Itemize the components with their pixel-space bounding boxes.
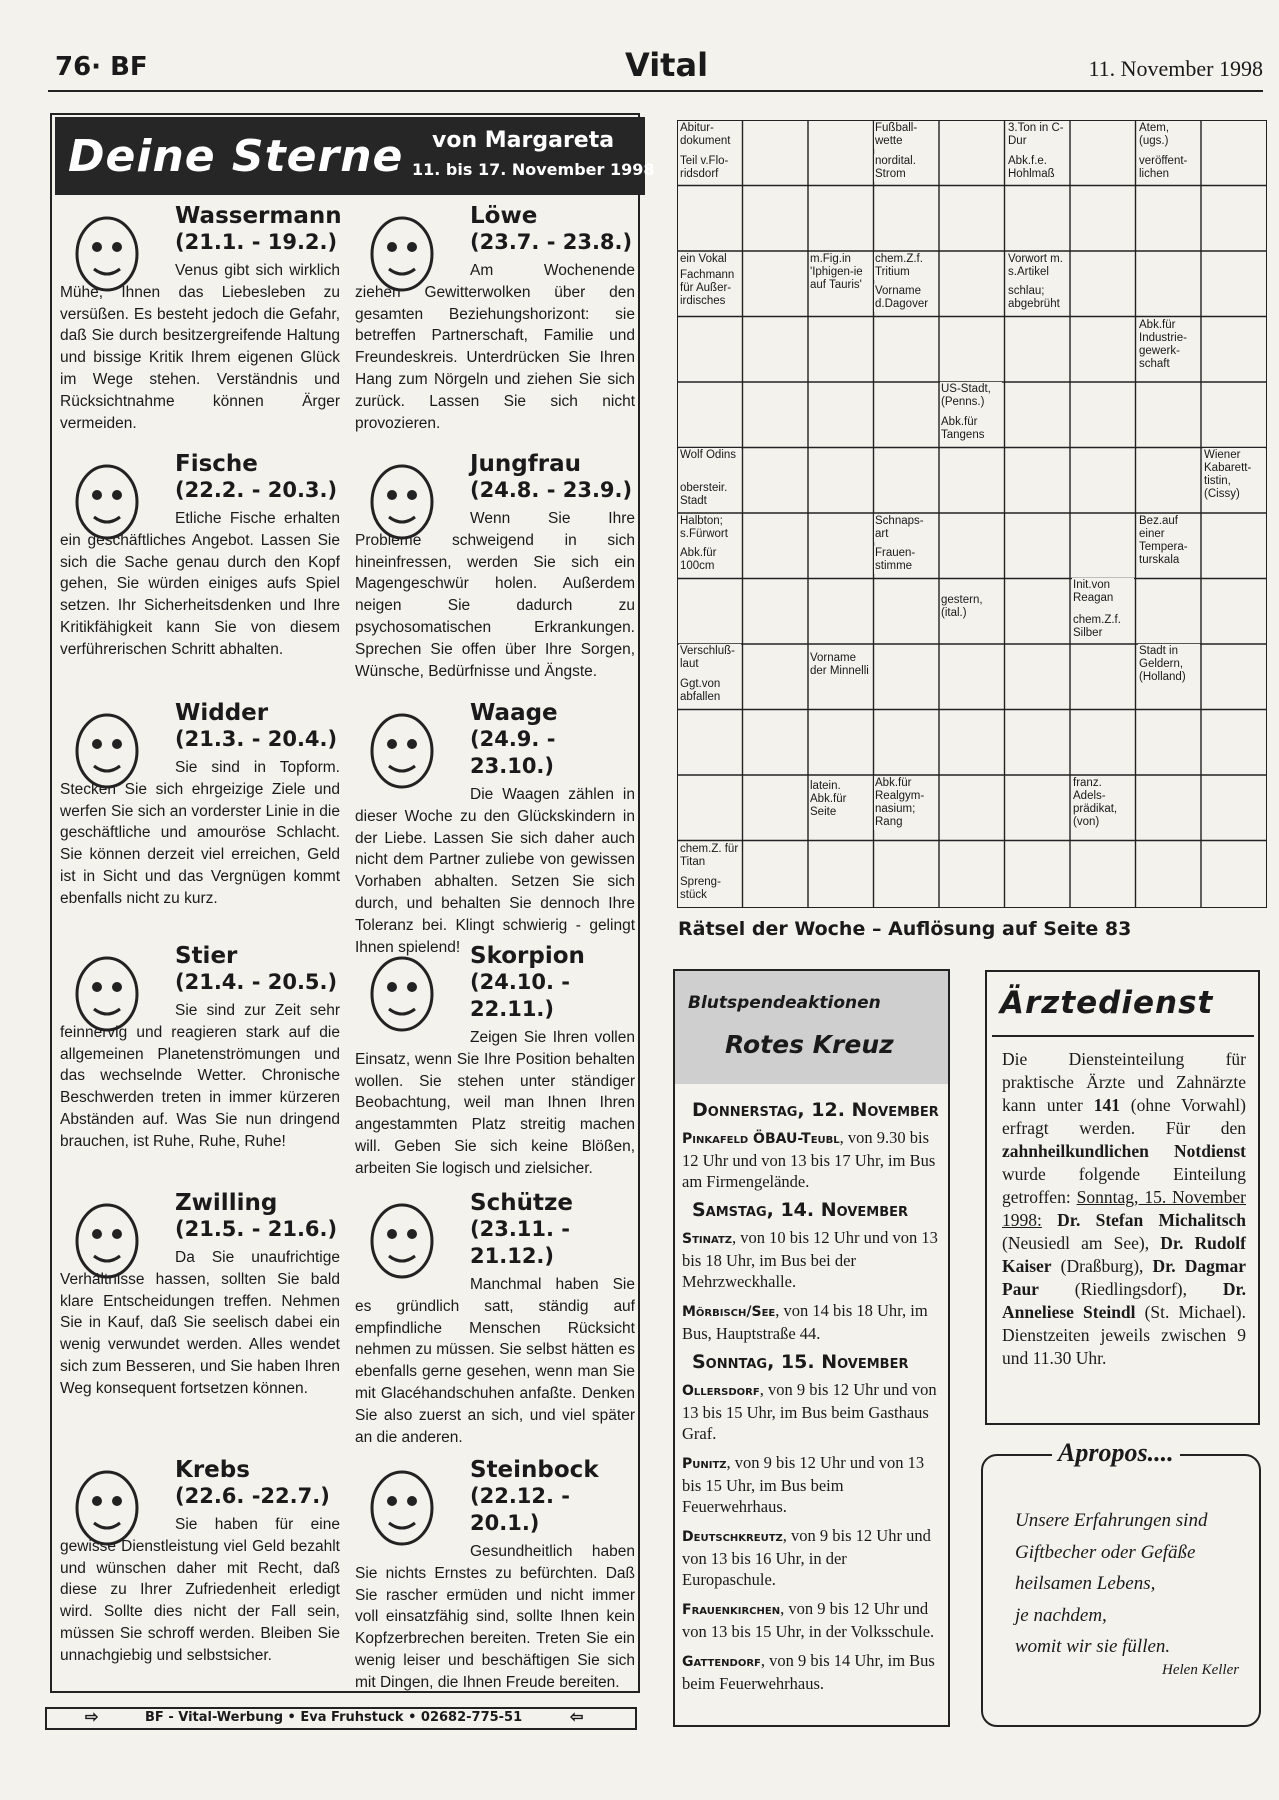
sign-name: Krebs — [175, 1457, 250, 1483]
sign-name: Zwilling — [175, 1190, 278, 1216]
crossword-clue: Abk.f.e. Hohlmaß — [1007, 154, 1069, 182]
crossword-clue: Fachmann für Außer-irdisches — [679, 268, 741, 309]
twins-icon — [68, 1196, 146, 1286]
crossword-clue: Bez.auf einer Tempera-turskala — [1138, 514, 1200, 568]
red-cross-title: Rotes Kreuz — [725, 1030, 894, 1059]
sign-text: Venus gibt sich wirklich Mühe, Ihnen das Liebesleben zu versüßen. Es besteht jedoch die Gefahr, daß Sie durch besitzergreifende Haltung und bissige Kritik Ihrem eigenen Glück im Wege stehen. Verständnis und Rücksichtnahme können Ärger vermeiden. — [60, 262, 340, 432]
sign-range: (21.4. - 20.5.) — [175, 970, 338, 994]
sign-range: (24.8. - 23.9.) — [470, 478, 633, 502]
sign-text: Gesundheitlich haben Sie nichts Ernstes zu befürchten. Daß Sie rascher ermüden und nicht immer voll einsatzfähig sind, sollte Ihnen kein Kopfzerbrechen bereiten. Treten Sie ein wenig leiser und beschäftigen Sie sich mit Dingen, die Ihnen Freude bereiten. — [355, 1543, 635, 1691]
lion-icon — [363, 209, 441, 299]
sign-text: Etliche Fische erhalten ein geschäftliches Angebot. Lassen Sie sich die Sache genau durch den Kopf gehen, Sie würden einiges aufs Spiel setzen. Ihr Sicherheitsdenken und Ihre Kritikfähigkeit kann Sie von diesem verführerischen Schritt abhalten. — [60, 510, 340, 658]
sign-text: Manchmal haben Sie es gründlich satt, ständig auf empfindliche Menschen Rücksicht nehmen zu müssen. Sie selbst hätten es ebenfalls gerne gesehen, wenn man Sie mit Glacéhandschuhen anfaßte. Denken Sie also zuerst an sich, und viel später an die anderen. — [355, 1276, 635, 1446]
sign-text: Sie sind zur Zeit sehr feinnervig und reagieren stark auf die allgemeinen Planetenströmungen und das wechselnde Wetter. Chronische Beschwerden treten in immer kürzeren Abständen auf. Was Sie nun dringend brauchen, ist Ruhe, Ruhe, Ruhe! — [60, 1002, 340, 1150]
aerztedienst-date: Sonntag, 15. November 1998: — [1002, 1187, 1247, 1230]
sign-aquarius — [60, 203, 340, 434]
sign-range: (23.7. - 23.8.) — [470, 230, 633, 254]
horoscope-title: Deine Sterne — [68, 131, 404, 182]
scales-icon — [363, 706, 441, 796]
arrow-right-icon: ⇨ — [85, 1709, 99, 1726]
donation-entry: Gattendorf, von 9 bis 14 Uhr, im Bus beim Feuerwehrhaus. — [682, 1651, 935, 1693]
sign-range: (21.3. - 20.4.) — [175, 727, 338, 751]
sign-name: Schütze — [470, 1190, 573, 1216]
crossword-clue: Vorwort m. s.Artikel — [1007, 252, 1069, 280]
sign-text: Die Waagen zählen in dieser Woche zu den Glückskindern in der Liebe. Lassen Sie sich daher auch nicht dem Partner zuliebe von gewissen Vorhaben abhalten. Setzen Sie sich durch, und behalten Sie dennoch Ihre Toleranz bei. Klingt schwierig - gelingt Ihnen spielend! — [355, 786, 635, 956]
header-rule — [48, 90, 1263, 92]
donation-entry: Deutschkreutz, von 9 bis 12 Uhr und von 13 bis 16 Uhr, in der Europaschule. — [682, 1526, 931, 1589]
donation-entry: Mörbisch/See, von 14 bis 18 Uhr, im Bus, Hauptstraße 44. — [682, 1301, 928, 1343]
crossword-clue: 3.Ton in C-Dur — [1007, 121, 1069, 149]
crossword-clue: Fußball-wette — [874, 121, 936, 149]
goat-icon — [363, 1463, 441, 1553]
donation-entry: Ollersdorf, von 9 bis 12 Uhr und von 13 bis 15 Uhr, im Bus beim Gasthaus Graf. — [682, 1380, 937, 1443]
crossword-clue: Teil v.Flo-ridsdorf — [679, 154, 741, 182]
fish-icon — [68, 457, 146, 547]
crossword-clue: Abk.für Industrie-gewerk-schaft — [1138, 318, 1200, 372]
donation-entry: Frauenkirchen, von 9 bis 12 Uhr und von 13 bis 15 Uhr, in der Volksschule. — [682, 1599, 935, 1641]
crossword-clue: Wolf Odins — [679, 448, 741, 463]
horoscope-dates: 11. bis 17. November 1998 — [412, 160, 655, 179]
sign-archer — [355, 1190, 635, 1448]
crossword-clue: Stadt in Geldern, (Holland) — [1138, 644, 1200, 685]
crossword-clue: ein Vokal — [679, 252, 741, 267]
sign-range: (23.11. - 21.12.) — [470, 1217, 571, 1268]
sign-text: Am Wochenende ziehen Gewitterwolken über den gesamten Beziehungshorizont: sie betreffen Partnerschaft, Familie und Freundeskreis. Unterdrücken Sie Ihren Hang zum Nörgeln und ziehen Sie sich zurück. Lassen Sie sich nicht provozieren. — [355, 262, 635, 432]
sign-goat — [355, 1457, 635, 1694]
sign-bull — [60, 943, 340, 1153]
section-title: Vital — [625, 46, 709, 84]
ram-icon — [68, 706, 146, 796]
virgo-icon — [363, 457, 441, 547]
sign-name: Fische — [175, 451, 258, 477]
sign-range: (22.2. - 20.3.) — [175, 478, 338, 502]
archer-icon — [363, 1196, 441, 1286]
crossword-clue: nordital. Strom — [874, 154, 936, 182]
sign-name: Waage — [470, 700, 558, 726]
sign-range: (21.1. - 19.2.) — [175, 230, 338, 254]
arrow-left-icon: ⇦ — [570, 1709, 584, 1726]
sign-virgo — [355, 451, 635, 682]
crossword-clue: Spreng-stück — [679, 875, 741, 903]
crossword-clue: Schnaps-art — [874, 514, 936, 542]
sign-name: Skorpion — [470, 943, 585, 969]
aerztedienst-rule — [992, 1035, 1254, 1037]
sign-text: Sie sind in Topform. Stecken Sie sich ehrgeizige Ziele und werfen Sie sich an vorderster Linie in die geschäftliche und amouröse Schlacht. Sie können derzeit viel erreichen, Geld ist in Sicht und das Vergnügen kommt ebenfalls nicht zu kurz. — [60, 759, 340, 907]
blood-donation-title: Blutspendeaktionen — [688, 993, 881, 1013]
donation-entry: Stinatz, von 10 bis 12 Uhr und von 13 bis 18 Uhr, im Bus bei der Mehrzweckhalle. — [682, 1228, 938, 1291]
sign-name: Stier — [175, 943, 238, 969]
crossword-clue: latein. Abk.für Seite — [809, 779, 871, 820]
sign-range: (24.10. - 22.11.) — [470, 970, 571, 1021]
blood-donation-schedule — [682, 1100, 944, 1702]
sign-text: Zeigen Sie Ihren vollen Einsatz, wenn Sie Ihre Position behalten wollen. Sie stehen unter ständiger Beobachtung, weil man Ihnen Ihren angestammten Platz streitig machen will. Geben Sie sich keine Blößen, arbeiten Sie logisch und zielsicher. — [355, 1029, 635, 1177]
sign-ram — [60, 700, 340, 910]
sign-range: (24.9. - 23.10.) — [470, 727, 556, 778]
crossword-clue: Halbton; s.Fürwort — [679, 514, 741, 542]
sign-fish — [60, 451, 340, 661]
aerztedienst-text: Die Diensteinteilung für praktische Ärzte und Zahnärzte kann unter 141 (ohne Vorwahl) erfragt werden. Für den zahnheilkundlichen Notdienst wurde folgende Einteilung getroffen: Sonntag, 15. November 1998: Dr. Stefan Michalitsch (Neusiedl am See), Dr. Rudolf Kaiser (Draßburg), Dr. Dagmar Paur (Riedlingsdorf), Dr. Anneliese Steindl (St. Michael). Dienstzeiten jeweils zwischen 9 und 11.30 Uhr. — [1002, 1049, 1247, 1368]
sign-name: Steinbock — [470, 1457, 599, 1483]
crossword-clue: chem.Z. für Titan — [679, 842, 741, 870]
crossword-clue: chem.Z.f. Tritium — [874, 252, 936, 280]
blood-donation-header — [675, 971, 948, 1084]
sign-name: Löwe — [470, 203, 538, 229]
sign-name: Widder — [175, 700, 269, 726]
crossword-clue: Abk.für Tangens — [940, 415, 1002, 443]
sign-range: (21.5. - 21.6.) — [175, 1217, 338, 1241]
crossword-clue: m.Fig.in 'Iphigen-ie auf Tauris' — [809, 252, 871, 293]
sign-twins — [60, 1190, 340, 1400]
crossword-clue: schlau; abgebrüht — [1007, 284, 1069, 312]
sign-scales — [355, 700, 635, 958]
scorpion-icon — [363, 949, 441, 1039]
crossword-clue: franz. Adels-prädikat, (von) — [1072, 776, 1134, 830]
donation-entry: Punitz, von 9 bis 12 Uhr und von 13 bis 15 Uhr, im Bus beim Feuerwehrhaus. — [682, 1453, 925, 1516]
crossword-clue: Frauen-stimme — [874, 546, 936, 574]
sign-text: Wenn Sie Ihre Probleme schweigend in sich hineinfressen, werden Sie sich ein Magengeschwür holen. Außerdem neigen Sie dadurch zu psychosomatischen Erkrankungen. Sprechen Sie offen über Ihre Sorgen, Wünsche, Bedürfnisse und Ängste. — [355, 510, 635, 680]
donation-day: Samstag, 14. November — [692, 1199, 909, 1221]
crossword-caption: Rätsel der Woche – Auflösung auf Seite 83 — [678, 918, 1132, 940]
donation-day: Sonntag, 15. November — [692, 1351, 909, 1373]
crossword-clue: chem.Z.f. Silber — [1072, 613, 1134, 641]
sign-text: Da Sie unaufrichtige Verhältnisse hassen, sollten Sie bald klare Entscheidungen treffen. Nehmen Sie in Kauf, daß Sie seelisch dabei ein wenig verwundet werden. Alles wendet sich zum Besseren, und Sie haben Ihren Weg konsequent fortsetzen können. — [60, 1249, 340, 1397]
sign-range: (22.12. - 20.1.) — [470, 1484, 571, 1535]
sign-range: (22.6. -22.7.) — [175, 1484, 330, 1508]
bull-icon — [68, 949, 146, 1039]
crossword-clue: Vorname der Minnelli — [809, 651, 871, 679]
crossword-clue: Vorname d.Dagover — [874, 284, 936, 312]
crossword-clue: gestern, (ital.) — [940, 593, 1002, 621]
apropos-title: Apropos.... — [1052, 1438, 1180, 1468]
sign-lion — [355, 203, 635, 434]
sign-name: Wassermann — [175, 203, 342, 229]
page-number: 76· BF — [55, 52, 148, 82]
apropos-author: Helen Keller — [1162, 1662, 1240, 1678]
crossword-clue: Atem, (ugs.) — [1138, 121, 1200, 149]
aquarius-icon — [68, 209, 146, 299]
crossword-clue: Init.von Reagan — [1072, 578, 1134, 606]
crossword-clue: Wiener Kabarett-tistin, (Cissy) — [1203, 448, 1265, 502]
aerztedienst-title: Ärztedienst — [1000, 985, 1214, 1021]
sign-name: Jungfrau — [470, 451, 582, 477]
crossword-clue: Abk.für 100cm — [679, 546, 741, 574]
crossword-clue: Abitur-dokument — [679, 121, 741, 149]
crossword-clue: Verschluß-laut — [679, 644, 741, 672]
sign-text: Sie haben für eine gewisse Dienstleistung viel Geld bezahlt und wünschen daher mit Recht, daß diese zu Ihrer Zufriedenheit erledigt wird. Sollte dies nicht der Fall sein, müssen Sie schroff werden. Bleiben Sie unnachgiebig und selbstsicher. — [60, 1516, 340, 1664]
crab-icon — [68, 1463, 146, 1553]
sign-crab — [60, 1457, 340, 1667]
apropos-quote: Unsere Erfahrungen sind Giftbecher oder Gefäße heilsamen Lebens, je nachdem, womit wir sie füllen. — [1015, 1510, 1208, 1657]
donation-day: Donnerstag, 12. November — [692, 1099, 939, 1121]
crossword-clue: Ggt.von abfallen — [679, 677, 741, 705]
crossword-clue: obersteir. Stadt — [679, 481, 741, 509]
issue-date: 11. November 1998 — [1088, 56, 1263, 81]
crossword-clue: Abk.für Realgym-nasium; Rang — [874, 776, 936, 830]
sign-scorpion — [355, 943, 635, 1180]
horoscope-author: von Margareta — [432, 128, 615, 153]
crossword-clue: veröffent-lichen — [1138, 154, 1200, 182]
crossword-clue: US-Stadt, (Penns.) — [940, 382, 1002, 410]
donation-entry: Pinkafeld ÖBAU-Teubl, von 9.30 bis 12 Uhr und von 13 bis 17 Uhr, im Bus am Firmengelände. — [682, 1128, 936, 1191]
footer-ad-text: BF - Vital-Werbung • Eva Fruhstuck • 02682-775-51 — [145, 1710, 523, 1725]
